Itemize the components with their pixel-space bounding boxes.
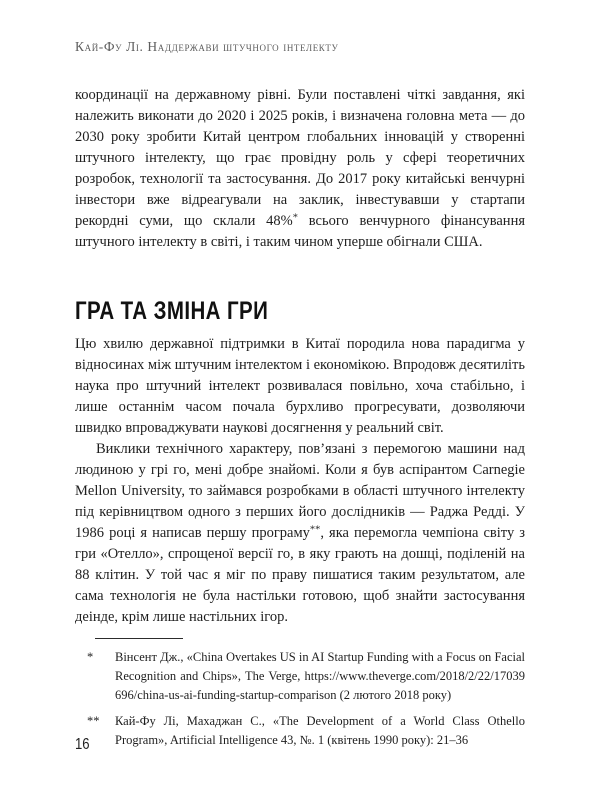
page-number: 16 — [75, 736, 90, 753]
section-heading — [75, 299, 525, 324]
footnote-item-2 — [75, 712, 525, 750]
footnote-2-marker: ** — [87, 714, 100, 728]
paragraph-othello-text-cont: , яка перемогла чемпіона світу з гри «Отелло», спрощеної версії го, в яку грають на дошці, поділеній на 88 клітин. У той час я міг по праву пишатися таким результатом, але сама технологія не була настільки готовою, щоб знайти застосування деінде, крім лише настільних ігор. — [75, 525, 525, 625]
section-heading-text: ГРА ТА ЗМІНА ГРИ — [75, 297, 269, 325]
footnote-ref-asterisk: * — [292, 212, 298, 224]
page-body — [75, 85, 525, 757]
footnote-separator-rule — [95, 638, 183, 639]
footnote-1-citation: Вінсент Дж., «China Overtakes US in AI Startup Funding with a Focus on Facial Recognition and Chips», The Verge, — [115, 650, 525, 683]
paragraph-othello — [75, 439, 525, 628]
paragraph-new-paradigm: Цю хвилю державної підтримки в Китаї породила нова парадигма у відносинах між штучним інтелектом і економікою. Впродовж десятиліть наука про штучний інтелект розвивалася повільно, хоча стабільно, і лише останнім часом почала бурхливо прогресувати, дозволяючи швидко впроваджувати наукові досягнення у реальний світ. — [75, 336, 525, 436]
footnote-1-text — [115, 648, 525, 705]
footnotes-section — [75, 638, 525, 750]
footnote-item-1 — [75, 648, 525, 705]
footnote-ref-double-asterisk: ** — [309, 524, 321, 536]
running-header: Кай-Фу Лі. Наддержави штучного інтелекту — [75, 39, 339, 54]
footnote-2-text: Кай-Фу Лі, Махаджан С., «The Development of a World Class Othello Program», Artificial Intelligence 43, №. 1 (квітень 1990 року): 21–36 — [115, 714, 525, 747]
paragraph-state-plan-text: координації на державному рівні. Були поставлені чіткі завдання, які належить виконати до 2020 і 2025 років, і визначена головна мета — до 2030 року зробити Китай центром глобальних інновацій у створенні штучного інтелекту, що грає провідну роль у сфері теоретичних розробок, технології та застосування. До 2017 року китайські венчурні інвестори вже відреагували на заклик, інвестувавши у стартапи рекордні суми, що склали 48% — [75, 87, 525, 229]
paragraph-othello-text: Виклики технічного характеру, пов’язані з перемогою машини над людиною у грі го, мені добре знайомі. Коли я був аспірантом Carnegie Mellon University, то займався розробками в області штучного інтелекту під керівництвом одного з перших його дослідників — Раджа Редді. У 1986 році я написав першу програму — [75, 441, 525, 541]
paragraph-state-plan — [75, 85, 525, 253]
footnote-1-date: (2 лютого 2018 року) — [336, 688, 452, 702]
footnote-1-url-link[interactable]: https://www.theverge.com/2018/2/22/17039696/china-us-ai-funding-startup-comparison — [115, 669, 525, 702]
paragraph-state-plan-text-cont: всього венчурного фінансування штучного інтелекту в світі, і таким чином уперше обігнали США. — [75, 213, 525, 250]
footnote-1-marker: * — [87, 650, 94, 664]
